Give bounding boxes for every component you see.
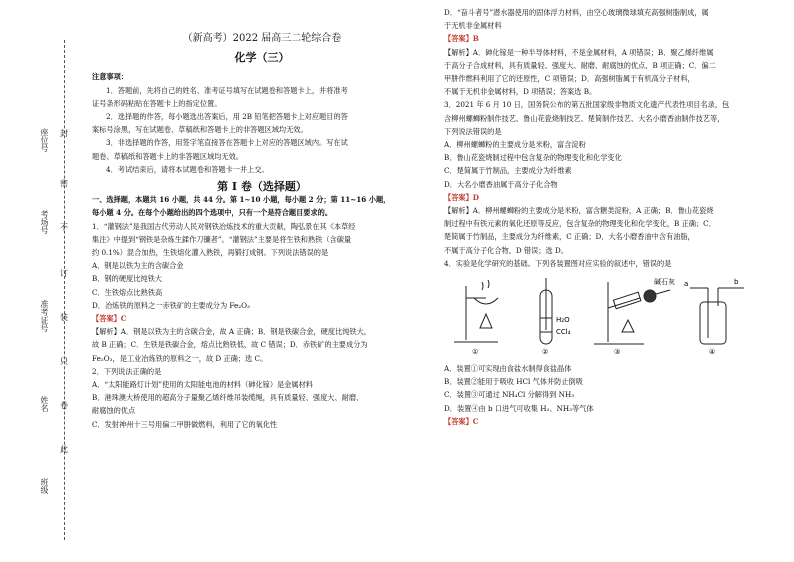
analysis-line: 故 B 正确；C．生铁是铁碳合金，熔点比熟铁低，故 C 错误；D．赤铁矿的主要成分为 bbox=[92, 340, 368, 350]
question-line: 3．2021 年 6 月 10 日，国务院公布的第五批国家级非物质文化遗产代表性项目名录，包 bbox=[444, 100, 730, 110]
cut-line bbox=[64, 40, 65, 540]
analysis-line: 制过程中有铁元素的氧化还原等反应，包含复杂的物理变化和化学变化，B 正确；C． bbox=[444, 219, 716, 229]
note-line: 4．考试结束后，请将本试题卷和答题卡一并上交。 bbox=[106, 164, 269, 174]
option-line: C．生铁熔点比熟铁高 bbox=[92, 287, 163, 297]
sidebar-char: 密 bbox=[60, 179, 68, 188]
sidebar-char: 订 bbox=[60, 269, 68, 278]
option-line: B．港珠澳大桥使用的超高分子量聚乙烯纤维吊装缆绳，具有质量轻、强度大、耐磨、 bbox=[92, 393, 364, 403]
analysis-line: 不属于高分子化合物，D 错误；选 D。 bbox=[444, 245, 568, 255]
apparatus-1-evaporation bbox=[454, 280, 498, 342]
instructions-line: 一、选择题，本题共 16 小题，共 44 分。第 1~10 小题，每小题 2 分；第 11~16 小题， bbox=[92, 195, 391, 205]
sidebar-char: 不 bbox=[60, 223, 68, 232]
analysis-line: Fe₂O₃，是工业冶炼铁的原料之一，故 D 正确；选 C。 bbox=[92, 353, 268, 363]
option-line: C．楚简属于竹制品，主要成分为纤维素 bbox=[444, 166, 572, 176]
option-line: A．柳州螺蛳粉的主要成分是米粉，富含淀粉 bbox=[444, 140, 586, 150]
option-line: 于无机非金属材料 bbox=[444, 21, 502, 31]
analysis-line: 【解析】A．砷化镓是一种半导体材料，不是金属材料，A 项错误；B．聚乙烯纤维属 bbox=[444, 47, 714, 57]
note-line: 2．选择题的作答，每小题选出答案后，用 2B 铅笔把答题卡上对应题目的答 bbox=[106, 112, 348, 122]
option-line: B．钢的硬度比纯铁大 bbox=[92, 274, 162, 284]
sidebar-char: 封 bbox=[60, 129, 68, 138]
answer-line: 【答案】D bbox=[444, 192, 479, 202]
lime-label: 碱石灰 bbox=[654, 278, 675, 286]
port-b-label: b bbox=[734, 278, 739, 286]
question-line: 2．下列说法正确的是 bbox=[92, 366, 162, 376]
question-line: 集注》中提到“钢铁是杂炼生鍒作刀镰者”。“灌钢法”主要是将生铁和熟铁（含碳量 bbox=[92, 234, 352, 244]
exam-title: （新高考）2022 届高三二轮综合卷 bbox=[182, 33, 342, 44]
analysis-line: 于高分子合成材料，具有质量轻、强度大、耐磨、耐腐蚀的优点，B 项正确；C．偏二 bbox=[444, 60, 716, 70]
apparatus-2-absorption bbox=[540, 278, 552, 344]
option-line: D．装置④由 b 口进气可收集 H₂、NH₃等气体 bbox=[444, 403, 594, 413]
apparatus-4-gas-bottle bbox=[690, 288, 744, 344]
apparatus-figure bbox=[444, 272, 784, 356]
note-line: 题卷、草稿纸和答题卡上的非答题区域均无效。 bbox=[92, 151, 243, 161]
field-name: 姓名 bbox=[40, 396, 49, 412]
sidebar-char: 装 bbox=[60, 313, 68, 322]
note-line: 案标号涂黑，写在试题卷、草稿纸和答题卡上的非答题区域均无效。 bbox=[92, 125, 308, 135]
apparatus-number: ④ bbox=[709, 348, 716, 356]
apparatus-number: ① bbox=[472, 348, 479, 356]
left-column bbox=[92, 32, 432, 431]
option-line: A．装置①可实现由食盐水制得食盐晶体 bbox=[444, 364, 572, 373]
option-line: A．“太阳能路灯计划”使用的太阳能电池的材料（砷化镓）是金属材料 bbox=[92, 380, 313, 390]
question-line: 含柳州螺蛳粉制作技艺、鲁山花瓷烧制技艺、楚简制作技艺、大名小磨香油制作技艺等， bbox=[444, 113, 725, 123]
sidebar-char: 此 bbox=[60, 445, 68, 454]
answer-line: 【答案】C bbox=[92, 314, 127, 324]
field-admission-number: 准考证号 bbox=[40, 300, 49, 332]
analysis-line: 【解析】A．柳州螺蛳粉的主要成分是米粉，富含糖类淀粉，A 正确；B．鲁山花瓷烧 bbox=[444, 206, 714, 216]
analysis-line: 楚简属于竹制品，主要成分为纤维素，C 正确；D．大名小磨香油中含有油脂， bbox=[444, 232, 695, 242]
option-line: D．大名小磨香油属于高分子化合物 bbox=[444, 179, 558, 189]
answer-line: 【答案】B bbox=[444, 34, 479, 44]
option-line: B．鲁山花瓷烧制过程中包含复杂的物理变化和化学变化 bbox=[444, 153, 622, 163]
right-column-options bbox=[444, 362, 784, 428]
analysis-line: 甲肼作燃料利用了它的还原性，C 项错误；D．高强树脂属于有机高分子材料， bbox=[444, 74, 695, 84]
apparatus-number: ② bbox=[542, 348, 549, 356]
instructions-line: 每小题 4 分。在每个小题给出的四个选项中，只有一个是符合题目要求的。 bbox=[92, 208, 333, 218]
apparatus-number: ③ bbox=[614, 348, 621, 356]
option-line: C．发射神州十三号用偏二甲肼做燃料，利用了它的氧化性 bbox=[92, 419, 278, 429]
note-line: 证号条形码粘贴在答题卡上的指定位置。 bbox=[92, 98, 222, 108]
option-line: B．装置②能用于吸收 HCl 气体并防止倒吸 bbox=[444, 377, 583, 387]
option-line: C．装置③可通过 NH₄Cl 分解得到 NH₃ bbox=[444, 390, 575, 400]
notes-heading: 注意事项： bbox=[92, 72, 128, 82]
right-column bbox=[444, 6, 784, 270]
analysis-line: 【解析】A．钢是以铁为主的含碳合金，故 A 正确；B．钢是铁碳合金，硬度比纯铁大， bbox=[92, 327, 371, 337]
sidebar-char: 卷 bbox=[60, 401, 68, 410]
section-heading: 第 I 卷（选择题） bbox=[217, 180, 307, 194]
field-exam-room: 考场号 bbox=[40, 210, 49, 234]
analysis-line: 不属于无机非金属材料，D 项错误；答案选 B。 bbox=[444, 87, 597, 97]
option-line: 耐腐蚀的优点 bbox=[92, 406, 136, 416]
question-line: 4．实验是化学研究的基础。下列各装置图对应实验的叙述中，错误的是 bbox=[444, 258, 672, 268]
port-a-label: a bbox=[684, 280, 689, 288]
question-line: 下列说法错误的是 bbox=[444, 126, 502, 136]
exam-subtitle: 化学（三） bbox=[234, 51, 290, 65]
question-line: 约 0.1%）混合加热，生铁熔化灌入熟铁，再锻打成钢。下列说法错误的是 bbox=[92, 248, 329, 258]
note-line: 3．非选择题的作答，用签字笔直接答在答题卡上对应的答题区域内。写在试 bbox=[106, 138, 348, 148]
ccl4-label: CCl₄ bbox=[556, 328, 571, 336]
sidebar-char: 只 bbox=[60, 357, 68, 366]
field-class: 班级 bbox=[40, 478, 49, 494]
question-line: 1．“灌钢法”是我国古代劳动人民对钢铁冶炼技术的重大贡献，陶弘景在其《本草经 bbox=[92, 221, 356, 231]
binding-sidebar bbox=[0, 0, 92, 562]
apparatus-3-heating bbox=[594, 282, 670, 344]
h2o-label: H₂O bbox=[556, 316, 570, 324]
option-line: A．钢是以铁为主的含碳合金 bbox=[92, 261, 184, 271]
answer-line: 【答案】C bbox=[444, 416, 479, 426]
option-line: D．冶炼铁的原料之一赤铁矿的主要成分为 Fe₂O₃ bbox=[92, 300, 250, 310]
note-line: 1．答题前，先将自己的姓名、准考证号填写在试题卷和答题卡上，并将准考 bbox=[106, 85, 348, 95]
option-line: D．“奋斗者号”潜水器使用的固体浮力材料，由空心玻璃微球填充高强树脂制成，属 bbox=[444, 8, 709, 17]
field-seat-number: 座位号 bbox=[40, 128, 49, 152]
